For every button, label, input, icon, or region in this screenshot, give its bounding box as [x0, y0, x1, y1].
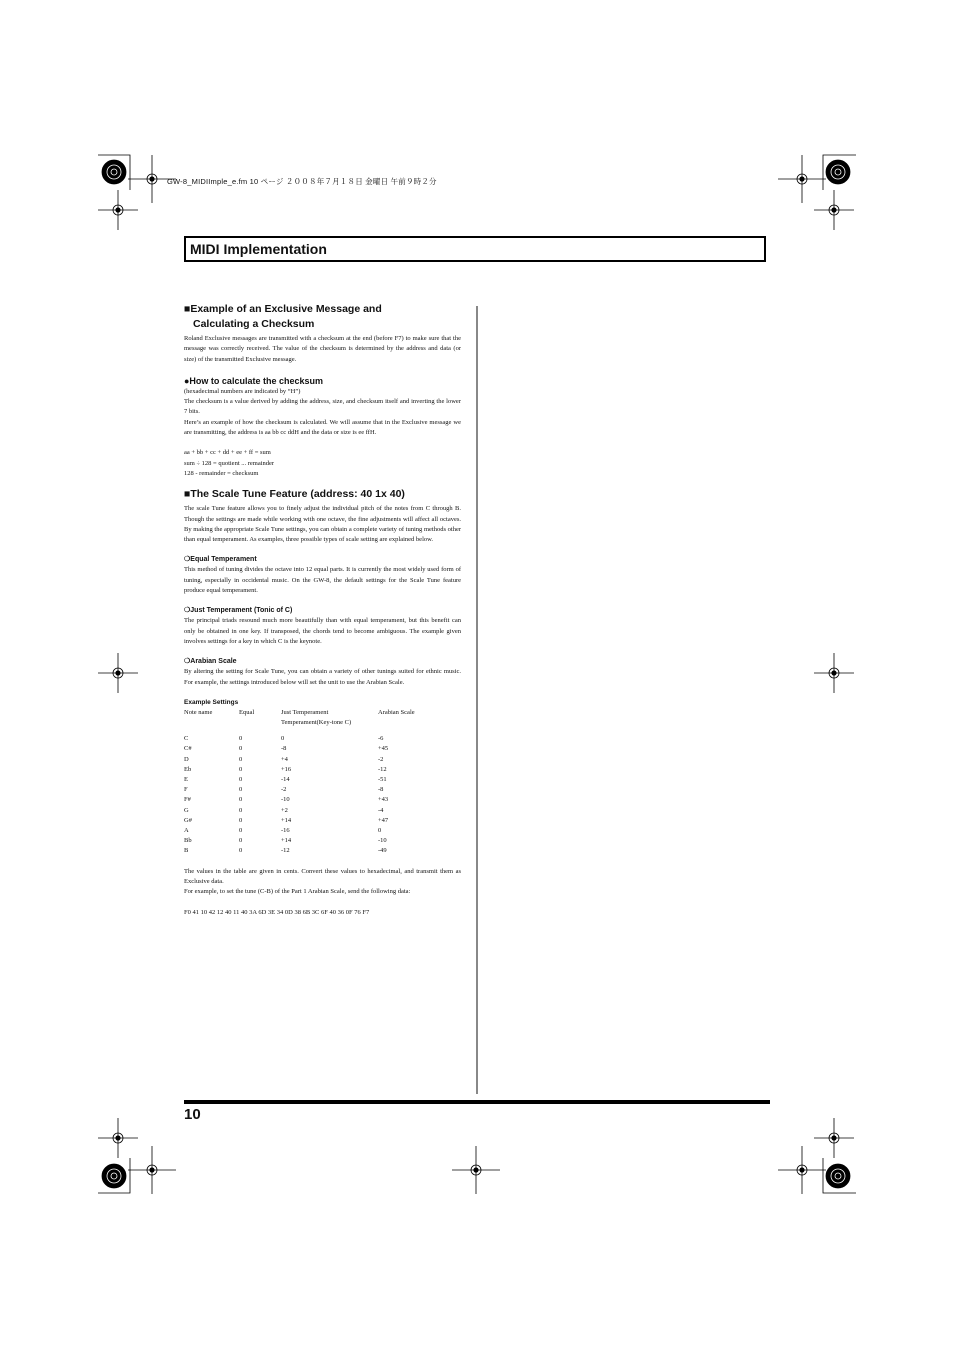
checksum-intro: Roland Exclusive messages are transmitted with a checksum at the end (before F7) to make sure that the message was correctly received. The value of the checksum is determined by the address and data (or size) of the transmitted Exclusive message. — [184, 335, 461, 363]
crosshair-mark — [814, 1118, 854, 1158]
cell-equal: 0 — [239, 755, 243, 763]
cell-note: B — [184, 847, 189, 855]
crosshair-mark — [98, 190, 138, 230]
cell-equal: 0 — [239, 735, 243, 743]
table-row — [184, 744, 461, 754]
target-mark — [826, 1164, 850, 1188]
checksum-heading-line1: ■Example of an Exclusive Message and — [184, 303, 382, 315]
cell-arabian: -12 — [378, 765, 387, 773]
cell-just: +16 — [281, 765, 292, 773]
cell-just: +2 — [281, 806, 288, 814]
cell-note: D — [184, 755, 189, 763]
crosshair-mark — [128, 1146, 176, 1194]
table-header-row — [184, 708, 461, 728]
crosshair-mark — [814, 190, 854, 230]
table-row — [184, 826, 461, 836]
header-just-line1: Just Temperament — [281, 708, 329, 716]
table-row — [184, 795, 461, 805]
crosshair-mark — [452, 1146, 500, 1194]
cell-equal: 0 — [239, 837, 243, 845]
cell-equal: 0 — [239, 786, 243, 794]
formula-1: aa + bb + cc + dd + ee + ff = sum — [184, 449, 271, 457]
header-just — [281, 708, 378, 728]
equal-heading: ❍Equal Temperament — [184, 556, 257, 564]
how-body-2: Here’s an example of how the checksum is calculated. We will assume that in the Exclusive message we are transmitting, the address is aa bb cc ddH and the data or size is ee ffH. — [184, 418, 461, 437]
cell-note: C — [184, 735, 189, 743]
column-divider — [476, 306, 478, 1094]
cell-just: -10 — [281, 796, 290, 804]
cell-arabian: 0 — [378, 827, 382, 835]
cell-just: -8 — [281, 745, 287, 753]
header-just-line2: Temperament(Key-tone C) — [281, 719, 352, 727]
data-string: F0 41 10 42 12 40 11 40 3A 6D 3E 34 0D 38 6B 3C 6F 40 36 0F 76 F7 — [184, 908, 370, 916]
cell-just: -2 — [281, 786, 287, 794]
cell-note: G# — [184, 816, 192, 824]
cell-equal: 0 — [239, 806, 243, 814]
cell-equal: 0 — [239, 827, 243, 835]
footer-rule — [184, 1100, 770, 1104]
crosshair-mark — [98, 1118, 138, 1158]
after-table-2: For example, to set the tune (C-B) of the Part 1 Arabian Scale, send the following data: — [184, 888, 411, 896]
table-row — [184, 846, 461, 856]
formula-3: 128 - remainder = checksum — [184, 469, 259, 477]
cell-equal: 0 — [239, 816, 243, 824]
cell-arabian: -49 — [378, 847, 387, 855]
cell-note: A — [184, 827, 189, 835]
table-row — [184, 806, 461, 816]
cell-arabian: -8 — [378, 786, 384, 794]
cell-equal: 0 — [239, 796, 243, 804]
cell-arabian: +43 — [378, 796, 389, 804]
target-mark — [102, 160, 126, 184]
cell-just: 0 — [281, 735, 285, 743]
cell-arabian: -6 — [378, 735, 384, 743]
after-table-1: The values in the table are given in cents. Convert these values to hexadecimal, and transmit them as Exclusive data. — [184, 867, 461, 885]
table-row — [184, 816, 461, 826]
checksum-heading — [184, 302, 461, 332]
cell-equal: 0 — [239, 765, 243, 773]
cell-note: F — [184, 786, 188, 794]
arabian-heading: ❍Arabian Scale — [184, 658, 237, 666]
cell-equal: 0 — [239, 776, 243, 784]
target-mark — [102, 1164, 126, 1188]
file-header: GW-8_MIDIImple_e.fm 10 ページ ２００８年７月１８日 金曜日 午前９時２分 — [167, 177, 437, 186]
cell-note: E — [184, 776, 188, 784]
left-column — [184, 302, 461, 918]
page-title: MIDI Implementation — [190, 241, 327, 257]
cell-just: +4 — [281, 755, 288, 763]
cell-note: F# — [184, 796, 191, 804]
equal-body: This method of tuning divides the octave into 12 equal parts. It is currently the most widely used form of tuning, especially in occidental music. On the GW-8, the default settings for the Scale Tune feature produce equal temperament. — [184, 566, 461, 595]
scale-tune-intro: The scale Tune feature allows you to finely adjust the individual pitch of the notes from C through B. Though the settings are made while working with one octave, the fine adjustments will affect all octaves. By making the appropriate Scale Tune settings, you can obtain a complete variety of tuning methods other than equal temperament. As examples, three possible types of scale setting are explained below. — [184, 505, 461, 544]
how-note: (hexadecimal numbers are indicated by “H”) — [184, 387, 301, 395]
table-row — [184, 836, 461, 846]
cell-arabian: -10 — [378, 837, 387, 845]
target-mark — [826, 160, 850, 184]
just-body: The principal triads resound much more beautifully than with equal temperament, but this benefit can only be obtained in one key. If transposed, the chords tend to become ambiguous. The example given involves settings for a key in which C is the keynote. — [184, 617, 461, 645]
crosshair-mark — [98, 653, 138, 693]
table-row — [184, 785, 461, 795]
formula-2: sum ÷ 128 = quotient ... remainder — [184, 459, 275, 467]
cell-equal: 0 — [239, 847, 243, 855]
header-equal: Equal — [239, 708, 255, 716]
cell-equal: 0 — [239, 745, 243, 753]
cell-just: +14 — [281, 837, 292, 845]
arabian-body: By altering the setting for Scale Tune, you can obtain a variety of other tunings suited for ethnic music. For example, the settings introduced below will set the unit to use the Arabian Scale. — [184, 668, 461, 686]
checksum-heading-line2: Calculating a Checksum — [193, 318, 315, 330]
cell-just: -14 — [281, 776, 290, 784]
table-row — [184, 775, 461, 785]
header-note-name: Note name — [184, 708, 213, 716]
example-settings-table — [184, 708, 461, 857]
cell-just: -16 — [281, 827, 290, 835]
table-row — [184, 734, 461, 744]
cell-note: C# — [184, 745, 192, 753]
example-heading: Example Settings — [184, 698, 239, 706]
scale-tune-heading: ■The Scale Tune Feature (address: 40 1x 40) — [184, 488, 405, 501]
page-number: 10 — [184, 1106, 201, 1123]
crosshair-mark — [778, 1146, 826, 1194]
cell-arabian: -4 — [378, 806, 384, 814]
cell-arabian: +47 — [378, 816, 389, 824]
cell-note: Eb — [184, 765, 192, 773]
cell-arabian: -2 — [378, 755, 384, 763]
cell-arabian: +45 — [378, 745, 389, 753]
cell-note: G — [184, 806, 189, 814]
cell-arabian: -51 — [378, 776, 387, 784]
cell-just: +14 — [281, 816, 292, 824]
cell-just: -12 — [281, 847, 290, 855]
table-row — [184, 765, 461, 775]
cell-note: Bb — [184, 837, 192, 845]
how-body-1: The checksum is a value derived by adding the address, size, and checksum itself and inverting the lower 7 bits. — [184, 398, 461, 416]
crosshair-mark — [778, 155, 826, 203]
just-heading: ❍Just Temperament (Tonic of C) — [184, 607, 293, 615]
header-arabian: Arabian Scale — [378, 708, 415, 716]
crosshair-mark — [814, 653, 854, 693]
table-row — [184, 755, 461, 765]
how-heading: ●How to calculate the checksum — [184, 375, 323, 386]
